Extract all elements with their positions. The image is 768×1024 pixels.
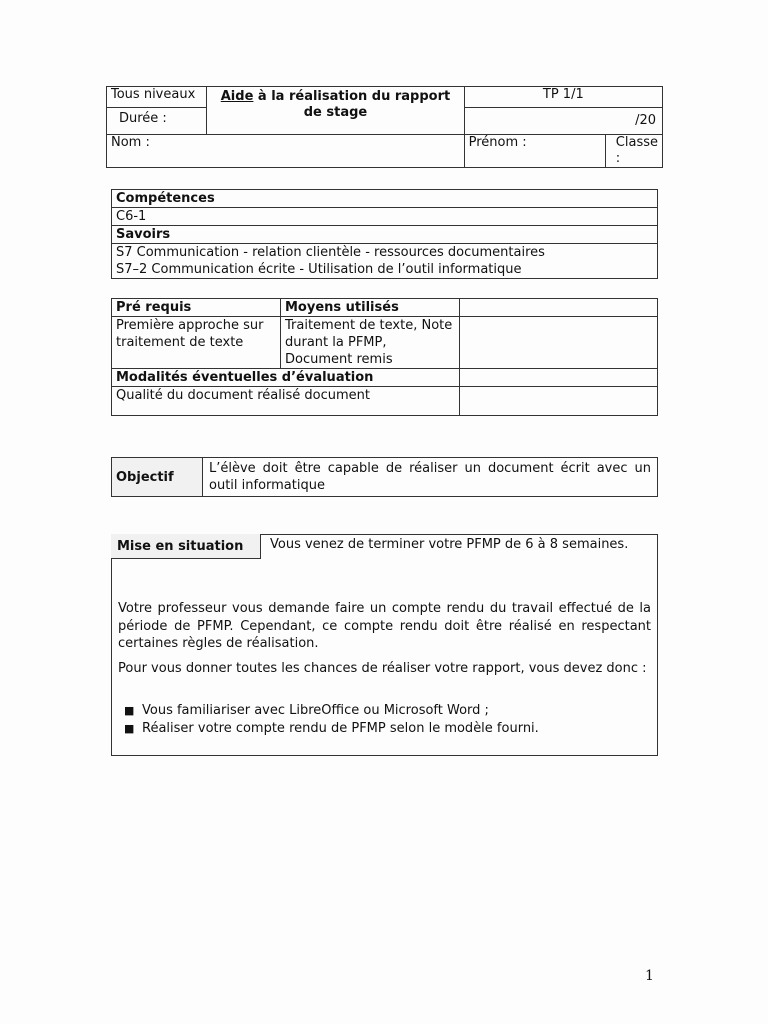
empty-cell bbox=[460, 387, 658, 416]
evaluation-heading: Modalités éventuelles d’évaluation bbox=[112, 369, 460, 387]
moyens-text: Traitement de texte, Note durant la PFMP, Document remis bbox=[281, 317, 460, 369]
mise-intro-text: Vous venez de terminer votre PFMP de 6 à 8 semaines. bbox=[270, 537, 629, 552]
duration-cell: Durée : bbox=[107, 108, 207, 135]
objectif-label: Objectif bbox=[112, 458, 203, 497]
list-item-text: Vous familiariser avec LibreOffice ou Microsoft Word ; bbox=[142, 703, 489, 718]
bullet-icon: ■ bbox=[124, 722, 135, 735]
page-number: 1 bbox=[645, 968, 654, 984]
moyens-heading: Moyens utilisés bbox=[281, 299, 460, 317]
prerequis-text: Première approche sur traitement de texte bbox=[112, 317, 281, 369]
tp-cell: TP 1/1 bbox=[464, 87, 662, 108]
mise-paragraph-1: Votre professeur vous demande faire un compte rendu du travail effectué de la période de PFMP. Cependant, ce compte rendu doit être réalisé en respectant certaines règles de réalisation. bbox=[118, 601, 651, 651]
mise-paragraph-2: Pour vous donner toutes les chances de réaliser votre rapport, vous devez donc : bbox=[118, 661, 647, 676]
list-item bbox=[118, 702, 651, 720]
header-table bbox=[106, 86, 663, 168]
list-item bbox=[118, 720, 651, 738]
savoir-item: S7 Communication - relation clientèle - ressources documentaires bbox=[116, 245, 545, 260]
empty-cell bbox=[460, 369, 658, 387]
classe-field: Classe : bbox=[605, 135, 662, 168]
prenom-field: Prénom : bbox=[464, 135, 605, 168]
empty-cell bbox=[460, 299, 658, 317]
competences-heading: Compétences bbox=[112, 190, 658, 208]
title-rest: à la réalisation du rapport de stage bbox=[253, 89, 451, 120]
empty-cell bbox=[460, 317, 658, 369]
objectif-text: L’élève doit être capable de réaliser un document écrit avec un outil informatique bbox=[203, 458, 658, 497]
title-underlined: Aide bbox=[220, 89, 254, 104]
bullet-icon: ■ bbox=[124, 704, 135, 717]
objectif-table bbox=[111, 457, 658, 497]
level-cell: Tous niveaux bbox=[107, 87, 207, 108]
competence-code: C6-1 bbox=[112, 208, 658, 226]
list-item-text: Réaliser votre compte rendu de PFMP selon le modèle fourni. bbox=[142, 721, 539, 736]
evaluation-text: Qualité du document réalisé document bbox=[112, 387, 460, 416]
document-title bbox=[207, 87, 464, 135]
savoir-item: S7–2 Communication écrite - Utilisation de l’outil informatique bbox=[116, 262, 522, 277]
prerequis-table bbox=[111, 298, 658, 416]
savoirs-list bbox=[112, 244, 658, 279]
mise-task-list bbox=[118, 702, 651, 738]
savoirs-heading: Savoirs bbox=[112, 226, 658, 244]
score-cell: /20 bbox=[464, 108, 662, 135]
mise-en-situation-label: Mise en situation bbox=[111, 534, 261, 559]
competences-table bbox=[111, 189, 658, 279]
prerequis-heading: Pré requis bbox=[112, 299, 281, 317]
nom-field: Nom : bbox=[107, 135, 465, 168]
